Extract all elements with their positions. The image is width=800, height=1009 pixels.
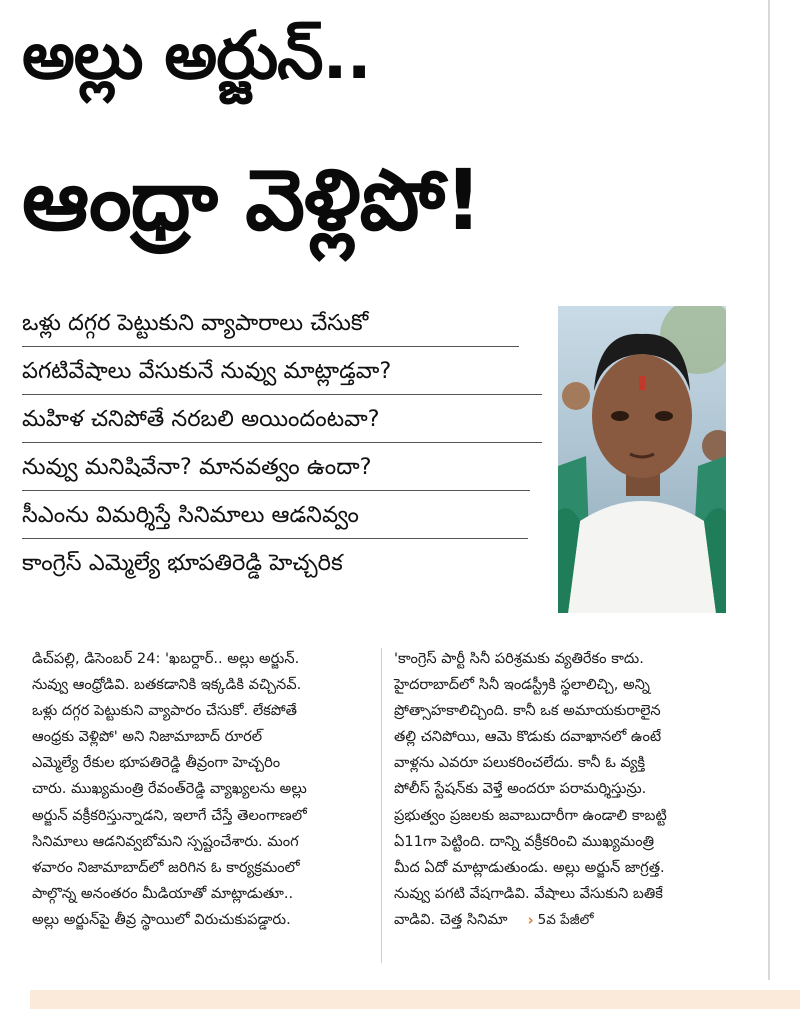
paragraph-line: పాల్గొన్న అనంతరం మీడియాతో మాట్లాడుతూ.. [32,884,294,902]
paragraph-line: నువ్వు పగటి వేషగాడివి. వేషాలు వేసుకుని బతికే [394,884,663,902]
subheadline-text: పగటివేషాలు వేసుకునే నువ్వు మాట్లాడ్తవా? [22,358,392,384]
subheadline-text: నువ్వు మనిషివేనా? మానవత్వం ఉందా? [22,454,372,480]
portrait-illustration [558,306,726,613]
subheadline [22,543,547,591]
paragraph-line: అల్లు అర్జున్‌పై తీవ్ర స్థాయిలో విరుచుకుపడ్డారు. [32,910,291,928]
politician-photo [558,306,726,613]
paragraph-line: ఏ11గా పెట్టింది. దాన్ని వక్రీకరించి ముఖ్యమంత్రి [394,832,655,850]
bottom-band [30,990,800,1009]
article-column-left [32,646,368,933]
paragraph-line: ప్రభుత్వం ప్రజలకు జవాబుదారీగా ఉండాలి కాబట్టి [394,806,667,824]
subheadline-list [22,303,547,591]
headline-line-1: అల్లు అర్జున్.. [22,17,371,94]
paragraph-line: హైదరాబాద్‌లో సినీ ఇండస్ట్రీకి స్థలాలిచ్చి, అన్ని [394,676,650,694]
paragraph-line: ళవారం నిజామాబాద్‌లో జరిగిన ఓ కార్యక్రమంలో [32,858,300,876]
continuation-link[interactable] [527,907,593,933]
subheadline-rule [22,394,542,395]
subheadline-rule [22,490,530,491]
paragraph-line: ప్రోత్సాహకాలిచ్చింది. కానీ ఒక అమాయకురాలైన [394,702,661,720]
paragraph-line: డిచ్‌పల్లి, డిసెంబర్ 24: 'ఖబర్దార్.. అల్లు అర్జున్. [32,650,300,667]
paragraph-line: ఒళ్లు దగ్గర పెట్టుకుని వ్యాపారం చేసుకో. లేకపోతే [32,702,298,720]
paragraph-line: సినిమాలు ఆడనివ్వబోమని స్పష్టంచేశారు. మంగ [32,832,299,850]
subheadline [22,495,547,543]
paragraph-line: 'కాంగ్రెస్ పార్టీ సినీ పరిశ్రమకు వ్యతిరేకం కాదు. [394,650,644,667]
paragraph-line: మీద ఏదో మాట్లాడుతుండు. అల్లు అర్జున్ జాగ్రత్త. [394,858,665,876]
subheadline [22,399,547,447]
paragraph-line: తల్లి చనిపోయి, ఆమె కొడుకు దవాఖానలో ఉంటే [394,728,662,746]
subheadline-rule [22,538,528,539]
paragraph-line: ఆంధ్రకు వెళ్లిపో' అని నిజామాబాద్ రూరల్ [32,728,263,746]
subheadline-text: మహిళ చనిపోతే నరబలి అయిందంటవా? [22,406,380,432]
subheadline [22,303,547,351]
paragraph-line: నువ్వు ఆంధ్రోడివి. బతకడానికి ఇక్కడికి వచ్చినవ్. [32,676,302,694]
subheadline-rule [22,346,519,347]
paragraph-line: వాళ్లను ఎవరూ పలుకరించలేదు. కానీ ఓ వ్యక్తి [394,754,646,772]
column-divider [381,648,382,963]
column-rule [768,0,770,980]
subheadline [22,351,547,399]
paragraph-last-line [394,907,736,933]
continuation-text: 5వ పేజీలో [537,911,594,928]
subheadline-text: సీఎంను విమర్శిస్తే సినిమాలు ఆడనివ్వం [22,502,359,528]
headline-line-2: ఆంధ్రా వెళ్లిపో! [22,151,482,249]
subheadline-text: ఒళ్లు దగ్గర పెట్టుకుని వ్యాపారాలు చేసుకో [22,310,369,336]
chevron-right-icon: › [527,910,534,929]
paragraph-line: పోలీస్ స్టేషన్‌కు వెళ్తే అందరూ పరామర్శిస్తున్రు. [394,780,647,798]
subheadline-rule [22,442,542,443]
subheadline [22,447,547,495]
paragraph-line: వాడివి. చెత్త సినిమా [394,910,508,928]
article-column-right [394,646,736,933]
subheadline-text: కాంగ్రెస్ ఎమ్మెల్యే భూపతిరెడ్డి హెచ్చరిక [22,550,343,576]
paragraph-line: చారు. ముఖ్యమంత్రి రేవంత్‌రెడ్డి వ్యాఖ్యలను అల్లు [32,780,307,798]
paragraph-line: అర్జున్ వక్రీకరిస్తున్నాడని, ఇలాగే చేస్తే తెలంగాణలో [32,806,307,824]
paragraph-line: ఎమ్మెల్యే రేకుల భూపతిరెడ్డి తీవ్రంగా హెచ్చరిం [32,754,281,772]
